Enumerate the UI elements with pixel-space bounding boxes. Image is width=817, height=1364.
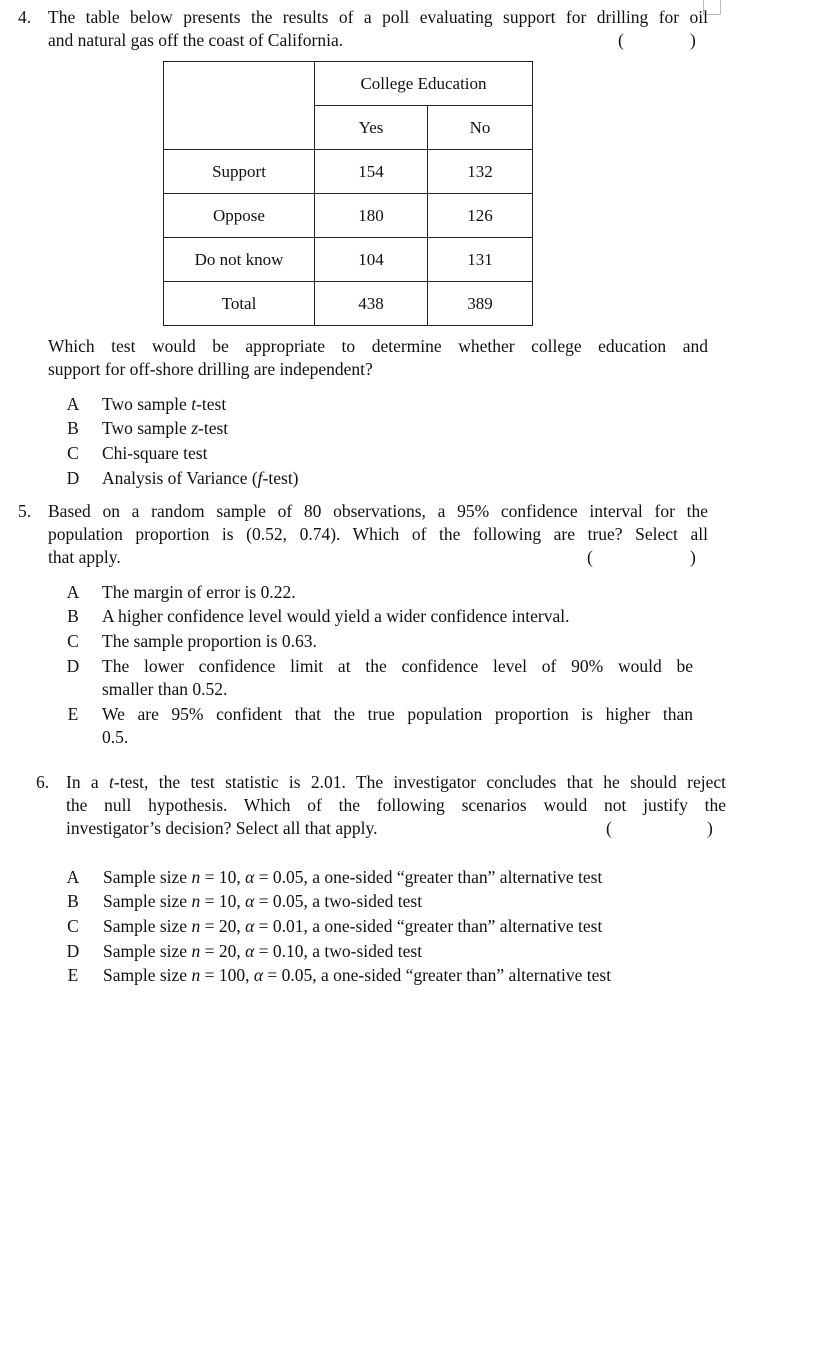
option-letter: C bbox=[67, 631, 79, 651]
q6-answer-paren-open: ( bbox=[606, 818, 612, 838]
cell-yes: 154 bbox=[315, 150, 428, 194]
option-text: Analysis of Variance (f-test) bbox=[102, 468, 299, 488]
option-letter: D bbox=[66, 468, 80, 488]
q4-stem-line2: and natural gas off the coast of California. bbox=[48, 30, 344, 50]
option-text: Sample size n = 10, α = 0.05, a two-sided test bbox=[103, 891, 423, 911]
option-letter: A bbox=[66, 867, 80, 887]
option-text: Sample size n = 20, α = 0.01, a one-sided “greater than” alternative test bbox=[103, 916, 603, 936]
q4-question-line2: support for off-shore drilling are independent? bbox=[48, 359, 373, 379]
row-label: Support bbox=[164, 150, 315, 194]
cell-yes: 104 bbox=[315, 238, 428, 282]
option-letter: A bbox=[66, 394, 80, 414]
row-label: Total bbox=[164, 282, 315, 326]
option-text-cont: smaller than 0.52. bbox=[102, 679, 228, 699]
q5-answer-paren-close: ) bbox=[690, 547, 696, 567]
table-row bbox=[164, 194, 533, 238]
option-text: We are 95% confident that the true population proportion is higher than bbox=[102, 704, 693, 724]
q6-stem-line3: investigator’s decision? Select all that apply. bbox=[66, 818, 378, 838]
option-text-cont: 0.5. bbox=[102, 727, 129, 747]
option-text: The margin of error is 0.22. bbox=[102, 582, 296, 602]
row-label: Oppose bbox=[164, 194, 315, 238]
q4-answer-paren-open: ( bbox=[618, 30, 624, 50]
q5-answer-paren-open: ( bbox=[587, 547, 593, 567]
table-corner-cell bbox=[164, 62, 315, 150]
option-text: Two sample z-test bbox=[102, 418, 229, 438]
q6-answer-paren-close: ) bbox=[707, 818, 713, 838]
cell-no: 126 bbox=[428, 194, 533, 238]
table-group-header: College Education bbox=[315, 62, 533, 106]
option-text: The sample proportion is 0.63. bbox=[102, 631, 317, 651]
table-col-header-no: No bbox=[428, 106, 533, 150]
option-text: A higher confidence level would yield a wider confidence interval. bbox=[102, 606, 570, 626]
q4-number: 4. bbox=[18, 7, 32, 27]
option-text: Sample size n = 100, α = 0.05, a one-sided “greater than” alternative test bbox=[103, 965, 612, 985]
q5-stem-line1: Based on a random sample of 80 observations, a 95% confidence interval for the bbox=[48, 501, 708, 521]
q4-answer-paren-close: ) bbox=[690, 30, 696, 50]
option-text: Chi-square test bbox=[102, 443, 208, 463]
option-text: Sample size n = 10, α = 0.05, a one-sided “greater than” alternative test bbox=[103, 867, 603, 887]
table-row bbox=[164, 282, 533, 326]
option-letter: D bbox=[66, 941, 80, 961]
q6-stem-line1: In a t-test, the test statistic is 2.01. The investigator concludes that he should reject bbox=[66, 772, 726, 792]
q5-stem-line2: population proportion is (0.52, 0.74). Which of the following are true? Select all bbox=[48, 524, 708, 544]
option-letter: B bbox=[67, 418, 79, 438]
poll-table bbox=[163, 61, 533, 326]
option-letter: C bbox=[67, 443, 79, 463]
option-letter: E bbox=[67, 704, 79, 724]
q6-number: 6. bbox=[36, 772, 50, 792]
table-row bbox=[164, 150, 533, 194]
option-letter: C bbox=[67, 916, 79, 936]
cell-yes: 438 bbox=[315, 282, 428, 326]
option-letter: B bbox=[67, 606, 79, 626]
q5-stem-line3: that apply. bbox=[48, 547, 121, 567]
q4-question-line1: Which test would be appropriate to determine whether college education and bbox=[48, 336, 708, 356]
cell-no: 389 bbox=[428, 282, 533, 326]
cell-no: 131 bbox=[428, 238, 533, 282]
option-text: Two sample t-test bbox=[102, 394, 227, 414]
q6-stem-line2: the null hypothesis. Which of the following scenarios would not justify the bbox=[66, 795, 726, 815]
option-text: The lower confidence limit at the confidence level of 90% would be bbox=[102, 656, 693, 676]
cell-yes: 180 bbox=[315, 194, 428, 238]
cell-no: 132 bbox=[428, 150, 533, 194]
q4-stem-line1: The table below presents the results of a poll evaluating support for drilling for oil bbox=[48, 7, 708, 27]
option-letter: B bbox=[67, 891, 79, 911]
option-letter: D bbox=[66, 656, 80, 676]
table-row bbox=[164, 238, 533, 282]
option-letter: A bbox=[66, 582, 80, 602]
row-label: Do not know bbox=[164, 238, 315, 282]
option-text: Sample size n = 20, α = 0.10, a two-sided test bbox=[103, 941, 423, 961]
q5-number: 5. bbox=[18, 501, 32, 521]
table-col-header-yes: Yes bbox=[315, 106, 428, 150]
option-letter: E bbox=[67, 965, 79, 985]
